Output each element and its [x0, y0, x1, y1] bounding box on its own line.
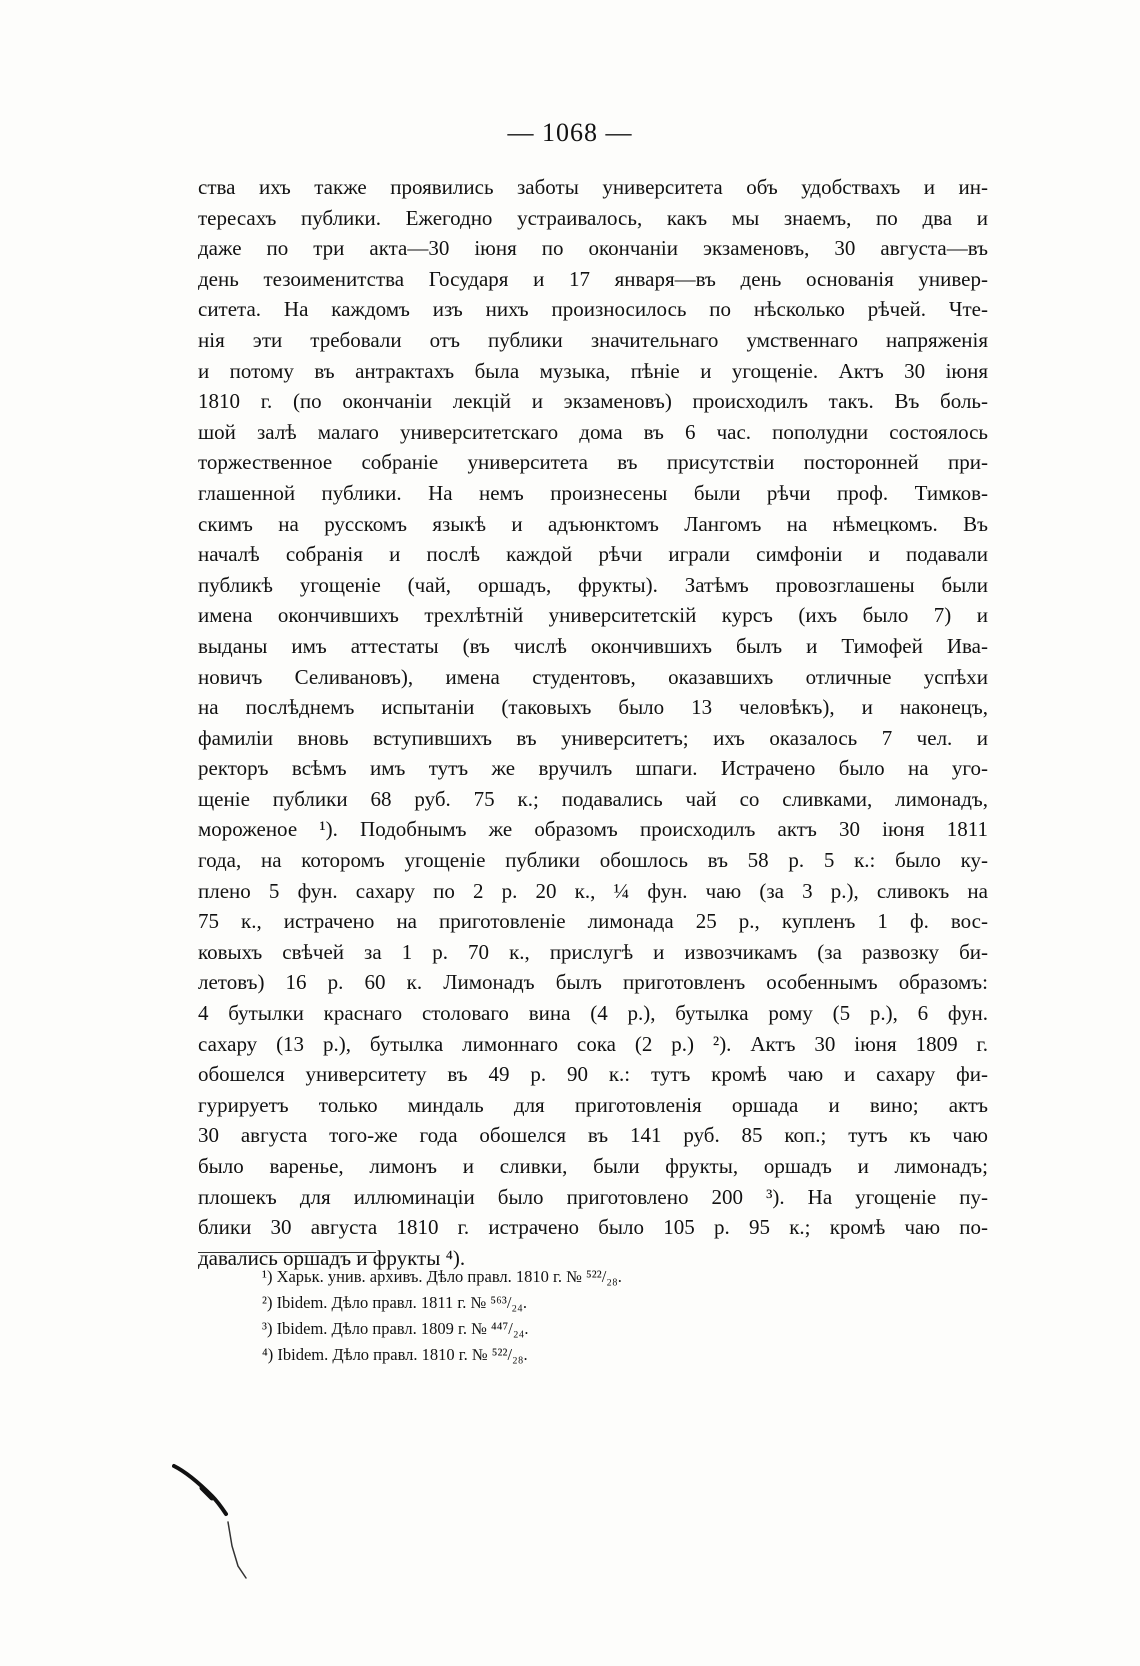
text-line: публикѣ угощеніе (чай, оршадъ, фрукты). Затѣмъ провозглашены были: [198, 572, 988, 597]
text-line: ректоръ всѣмъ имъ тутъ же вручилъ шпаги. Истрачено было на уго-: [198, 756, 988, 781]
text-line: 30 августа того-же года обошелся въ 141 руб. 85 коп.; тутъ къ чаю: [198, 1123, 988, 1148]
text-line: даже по три акта—30 іюня по окончаніи экзаменовъ, 30 августа—въ: [198, 236, 988, 261]
footnote: ²) Ibidem. Дѣло правл. 1811 г. № ⁵⁶³/₂₄.: [262, 1293, 528, 1312]
text-line: ситета. На каждомъ изъ нихъ произносилось по нѣсколько рѣчей. Чте-: [198, 297, 988, 322]
text-line: новичъ Селивановъ), имена студентовъ, оказавшихъ отличные успѣхи: [198, 664, 988, 689]
text-line: и потому въ антрактахъ была музыка, пѣніе и угощеніе. Актъ 30 іюня: [198, 358, 988, 383]
text-line: фамиліи вновь вступившихъ въ университетъ; ихъ оказалось 7 чел. и: [198, 725, 988, 750]
footnote: ⁴) Ibidem. Дѣло правл. 1810 г. № ⁵²²/₂₈.: [262, 1345, 528, 1364]
text-line: ковыхъ свѣчей за 1 р. 70 к., прислугѣ и извозчикамъ (за развозку би-: [198, 939, 988, 964]
footnote: ³) Ibidem. Дѣло правл. 1809 г. № ⁴⁴⁷/₂₄.: [262, 1319, 529, 1338]
text-line: летовъ) 16 р. 60 к. Лимонадъ былъ приготовленъ особеннымъ образомъ:: [198, 970, 988, 995]
text-line: блики 30 августа 1810 г. истрачено было 105 р. 95 к.; кромѣ чаю по-: [198, 1215, 988, 1240]
text-line: имена окончившихъ трехлѣтній университетскій курсъ (ихъ было 7) и: [198, 603, 988, 628]
page-number: — 1068 —: [507, 118, 633, 147]
text-line: было варенье, лимонъ и сливки, были фрукты, оршадъ и лимонадъ;: [198, 1154, 988, 1178]
text-line: началѣ собранія и послѣ каждой рѣчи играли симфоніи и подавали: [198, 542, 988, 567]
text-line: 75 к., истрачено на приготовленіе лимонада 25 р., купленъ 1 ф. вос-: [198, 909, 988, 934]
text-line: гурируетъ только миндаль для приготовленія оршада и вино; актъ: [198, 1092, 988, 1117]
text-line: мороженое ¹). Подобнымъ же образомъ происходилъ актъ 30 іюня 1811: [198, 817, 988, 842]
text-line: 4 бутылки краснаго столоваго вина (4 р.), бутылка рому (5 р.), 6 фун.: [198, 1001, 988, 1026]
text-line: нія эти требовали отъ публики значительнаго умственнаго напряженія: [198, 327, 988, 352]
text-line: торжественное собраніе университета въ присутствіи посторонней при-: [198, 450, 988, 475]
text-line: плено 5 фун. сахару по 2 р. 20 к., ¼ фун. чаю (за 3 р.), сливокъ на: [198, 878, 988, 903]
text-line: скимъ на русскомъ языкѣ и адъюнктомъ Лангомъ на нѣмецкомъ. Въ: [198, 511, 988, 536]
text-line: глашенной публики. На немъ произнесены были рѣчи проф. Тимков-: [198, 480, 988, 505]
text-line: день тезоименитства Государя и 17 января—въ день основанія универ-: [198, 266, 988, 291]
footnote-divider: [198, 1252, 376, 1253]
text-line: ства ихъ также проявились заботы университета объ удобствахъ и ин-: [198, 175, 988, 199]
footnote: ¹) Харьк. унив. архивъ. Дѣло правл. 1810 г. № ⁵²²/₂₈.: [262, 1267, 622, 1286]
body-text: [198, 172, 988, 1273]
text-line: выданы имъ аттестаты (въ числѣ окончившихъ былъ и Тимофей Ива-: [198, 633, 988, 658]
ink-mark: [172, 1462, 252, 1582]
text-line: года, на которомъ угощеніе публики обошлось въ 58 р. 5 к.: было ку-: [198, 848, 988, 873]
text-line: тересахъ публики. Ежегодно устраивалось, какъ мы знаемъ, по два и: [198, 205, 988, 230]
text-line: щеніе публики 68 руб. 75 к.; подавались чай со сливками, лимонадъ,: [198, 786, 988, 811]
footnotes: [262, 1264, 962, 1368]
text-line: плошекъ для иллюминаціи было приготовлено 200 ³). На угощеніе пу-: [198, 1184, 988, 1209]
text-line: 1810 г. (по окончаніи лекцій и экзаменовъ) происходилъ такъ. Въ боль-: [198, 389, 988, 414]
text-line: на послѣднемъ испытаніи (таковыхъ было 13 человѣкъ), и наконецъ,: [198, 695, 988, 720]
text-line: давались оршадъ и фрукты ⁴).: [198, 1245, 466, 1270]
text-line: обошелся университету въ 49 р. 90 к.: тутъ кромѣ чаю и сахару фи-: [198, 1062, 988, 1087]
text-line: сахару (13 р.), бутылка лимоннаго сока (2 р.) ²). Актъ 30 іюня 1809 г.: [198, 1031, 988, 1056]
text-line: шой залѣ малаго университетскаго дома въ 6 час. пополудни состоялось: [198, 419, 988, 444]
